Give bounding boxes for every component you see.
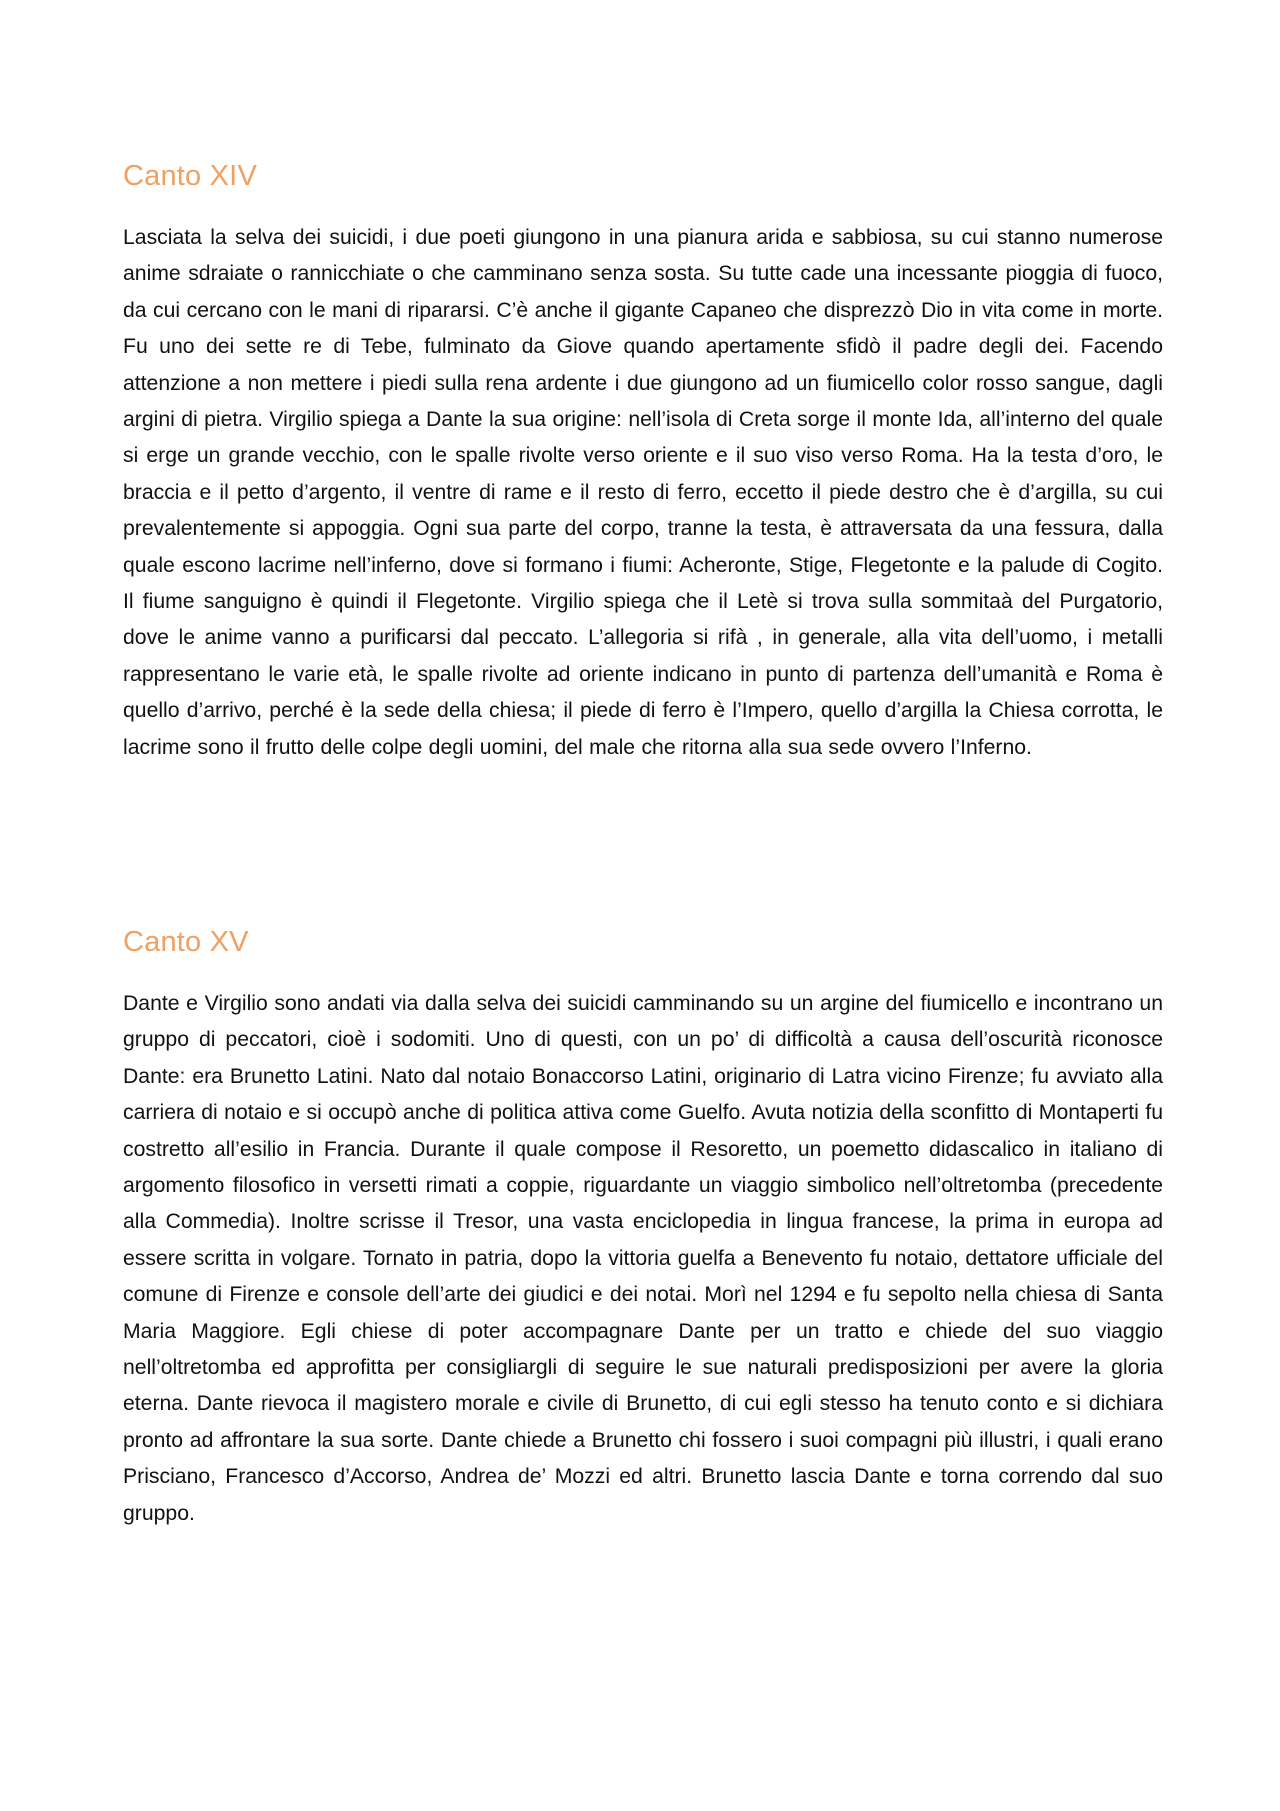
canto-xv-paragraph: Dante e Virgilio sono andati via dalla selva dei suicidi camminando su un argine del fiumicello e incontrano un gruppo di peccatori, cioè i sodomiti. Uno di questi, con un po’ di difficoltà a causa dell’oscurità riconosce Dante: era Brunetto Latini. Nato dal notaio Bonaccorso Latini, originario di Latra vicino Firenze; fu avviato alla carriera di notaio e si occupò anche di politica attiva come Guelfo. Avuta notizia della sconfitto di Montaperti fu costretto all’esilio in Francia. Durante il quale compose il Resoretto, un poemetto didascalico in italiano di argomento filosofico in versetti rimati a coppie, riguardante un viaggio simbolico nell’oltretomba (precedente alla Commedia). Inoltre scrisse il Tresor, una vasta enciclopedia in lingua francese, la prima in europa ad essere scritta in volgare. Tornato in patria, dopo la vittoria guelfa a Benevento fu notaio, dettatore ufficiale del comune di Firenze e console dell’arte dei giudici e dei notai. Morì nel 1294 e fu sepolto nella chiesa di Santa Maria Maggiore. Egli chiese di poter accompagnare Dante per un tratto e chiede del suo viaggio nell’oltretomba ed approfitta per consigliargli di seguire le sue naturali predisposizioni per avere la gloria eterna. Dante rievoca il magistero morale e civile di Brunetto, di cui egli stesso ha tenuto conto e si dichiara pronto ad affrontare la sua sorte. Dante chiede a Brunetto chi fossero i suoi compagni più illustri, i quali erano Prisciano, Francesco d’Accorso, Andrea de’ Mozzi ed altri. Brunetto lascia Dante e torna correndo dal suo gruppo.	[123, 992, 1163, 1525]
canto-xv-heading: Canto XV	[123, 926, 249, 958]
canto-xiv-section	[123, 156, 1163, 766]
canto-xiv-heading: Canto XIV	[123, 160, 257, 192]
canto-xv-section	[123, 922, 1163, 1532]
canto-xiv-paragraph: Lasciata la selva dei suicidi, i due poeti giungono in una pianura arida e sabbiosa, su cui stanno numerose anime sdraiate o rannicchiate o che camminano senza sosta. Su tutte cade una incessante pioggia di fuoco, da cui cercano con le mani di ripararsi. C’è anche il gigante Capaneo che disprezzò Dio in vita come in morte. Fu uno dei sette re di Tebe, fulminato da Giove quando apertamente sfidò il padre degli dei. Facendo attenzione a non mettere i piedi sulla rena ardente i due giungono ad un fiumicello color rosso sangue, dagli argini di pietra. Virgilio spiega a Dante la sua origine: nell’isola di Creta sorge il monte Ida, all’interno del quale si erge un grande vecchio, con le spalle rivolte verso oriente e il suo viso verso Roma. Ha la testa d’oro, le braccia e il petto d’argento, il ventre di rame e il resto di ferro, eccetto il piede destro che è d’argilla, su cui prevalentemente si appoggia. Ogni sua parte del corpo, tranne la testa, è attraversata da una fessura, dalla quale escono lacrime nell’inferno, dove si formano i fiumi: Acheronte, Stige, Flegetonte e la palude di Cogito. Il fiume sanguigno è quindi il Flegetonte. Virgilio spiega che il Letè si trova sulla sommitaà del Purgatorio, dove le anime vanno a purificarsi dal peccato. L’allegoria si rifà , in generale, alla vita dell’uomo, i metalli rappresentano le varie età, le spalle rivolte ad oriente indicano in punto di partenza dell’umanità e Roma è quello d’arrivo, perché è la sede della chiesa; il piede di ferro è l’Impero, quello d’argilla la Chiesa corrotta, le lacrime sono il frutto delle colpe degli uomini, del male che ritorna alla sua sede ovvero l’Inferno.	[123, 226, 1163, 759]
